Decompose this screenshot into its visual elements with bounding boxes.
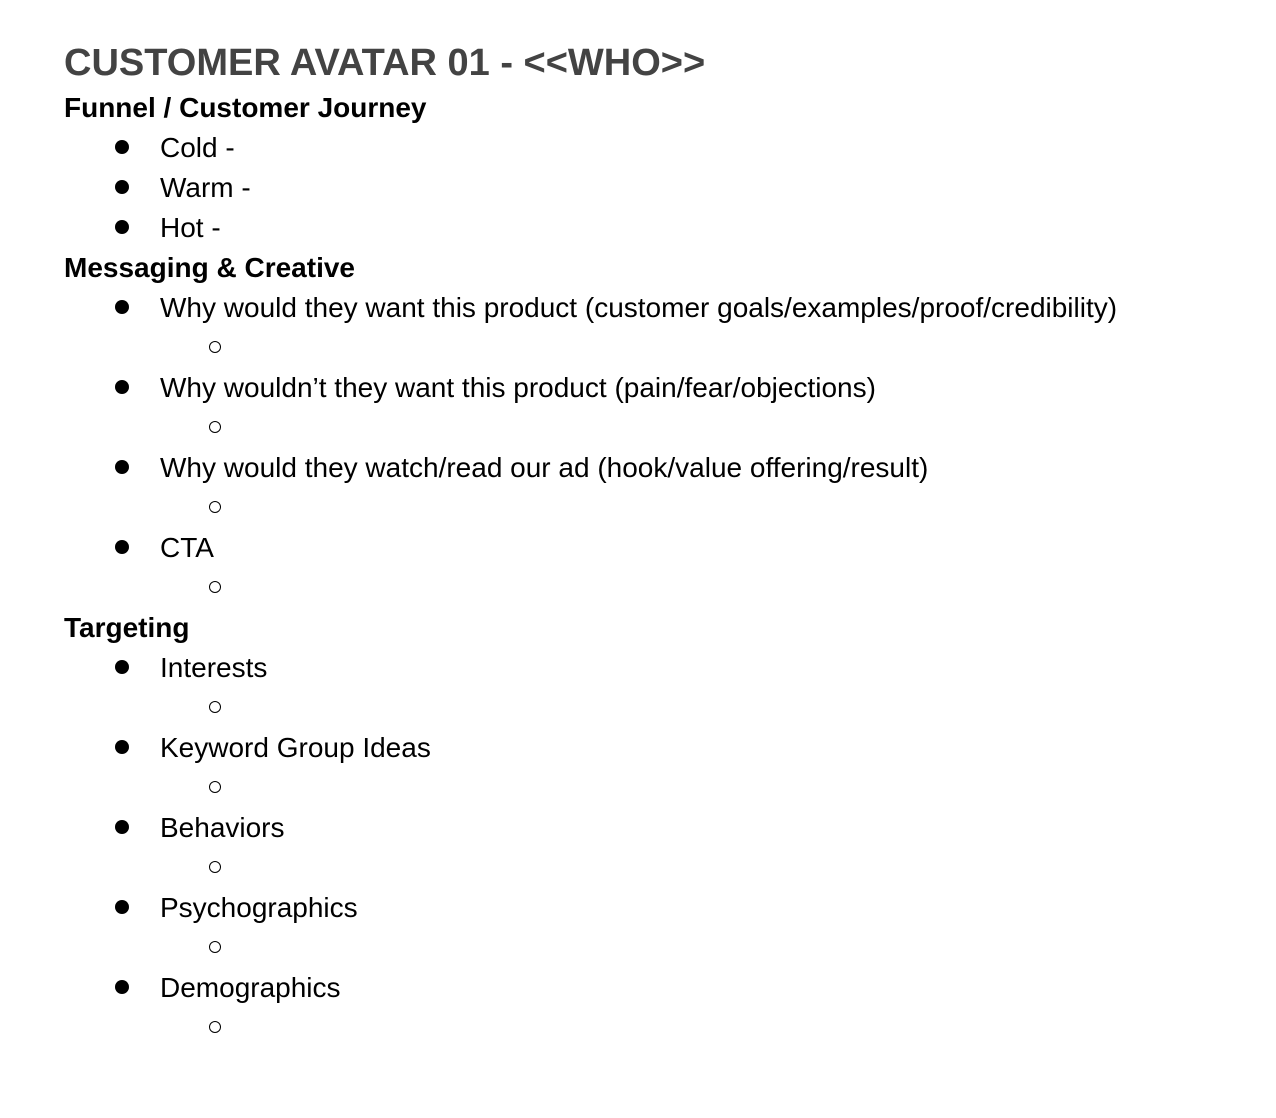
bullet-icon <box>112 288 132 328</box>
list-entry <box>64 888 1244 968</box>
list-item-text: Behaviors <box>160 812 285 843</box>
bullet-icon <box>112 168 132 208</box>
list-item-text: Keyword Group Ideas <box>160 732 431 763</box>
list-item <box>64 168 1244 208</box>
sub-list-item[interactable] <box>64 488 1244 528</box>
list-item <box>64 968 1244 1008</box>
sub-list-item[interactable] <box>64 1008 1244 1048</box>
list-item <box>64 648 1244 688</box>
bullet-list <box>64 128 1244 248</box>
list-item-text: Demographics <box>160 972 341 1003</box>
bullet-icon <box>112 728 132 768</box>
sub-list-item[interactable] <box>64 408 1244 448</box>
section-heading: Targeting <box>64 612 190 643</box>
list-item-text: Psychographics <box>160 892 358 923</box>
section-funnel <box>64 88 1244 248</box>
hollow-bullet-icon <box>209 701 221 713</box>
list-item-text: Cold - <box>160 132 235 163</box>
hollow-bullet-icon <box>209 501 221 513</box>
list-item-text: CTA <box>160 532 214 563</box>
list-entry <box>64 448 1244 528</box>
sub-list-item[interactable] <box>64 688 1244 728</box>
bullet-list <box>64 648 1244 1048</box>
sub-list-item[interactable] <box>64 768 1244 808</box>
list-entry <box>64 288 1244 368</box>
hollow-bullet-icon <box>209 421 221 433</box>
list-entry <box>64 968 1244 1048</box>
document-title: CUSTOMER AVATAR 01 - <<WHO>> <box>64 42 706 84</box>
list-entry <box>64 528 1244 608</box>
list-item-text: Hot - <box>160 212 221 243</box>
bullet-icon <box>112 368 132 408</box>
list-entry <box>64 648 1244 728</box>
list-item <box>64 888 1244 928</box>
list-item <box>64 528 1244 568</box>
sub-list-item[interactable] <box>64 848 1244 888</box>
list-item <box>64 808 1244 848</box>
section-targeting <box>64 608 1244 1048</box>
list-item <box>64 288 1244 328</box>
hollow-bullet-icon <box>209 941 221 953</box>
sub-list-item[interactable] <box>64 928 1244 968</box>
bullet-icon <box>112 888 132 928</box>
document-body <box>64 38 1244 1048</box>
list-item <box>64 728 1244 768</box>
list-entry <box>64 808 1244 888</box>
hollow-bullet-icon <box>209 861 221 873</box>
list-item <box>64 448 1244 488</box>
list-item <box>64 128 1244 168</box>
list-entry <box>64 368 1244 448</box>
list-item <box>64 208 1244 248</box>
list-item-text: Why would they want this product (customer goals/examples/proof/credibility) <box>160 292 1118 323</box>
list-item-text: Warm - <box>160 172 251 203</box>
section-heading: Messaging & Creative <box>64 252 355 283</box>
bullet-icon <box>112 128 132 168</box>
section-heading: Funnel / Customer Journey <box>64 92 427 123</box>
list-item-text: Interests <box>160 652 268 683</box>
hollow-bullet-icon <box>209 581 221 593</box>
list-item <box>64 368 1244 408</box>
bullet-icon <box>112 448 132 488</box>
section-messaging <box>64 248 1244 608</box>
bullet-icon <box>112 648 132 688</box>
hollow-bullet-icon <box>209 1021 221 1033</box>
list-item-text: Why would they watch/read our ad (hook/value offering/result) <box>160 452 929 483</box>
bullet-icon <box>112 968 132 1008</box>
list-item-text: Why wouldn’t they want this product (pain/fear/objections) <box>160 372 876 403</box>
bullet-icon <box>112 208 132 248</box>
sub-list-item[interactable] <box>64 568 1244 608</box>
bullet-list <box>64 288 1244 608</box>
bullet-icon <box>112 528 132 568</box>
hollow-bullet-icon <box>209 781 221 793</box>
sub-list-item[interactable] <box>64 328 1244 368</box>
bullet-icon <box>112 808 132 848</box>
hollow-bullet-icon <box>209 341 221 353</box>
list-entry <box>64 728 1244 808</box>
